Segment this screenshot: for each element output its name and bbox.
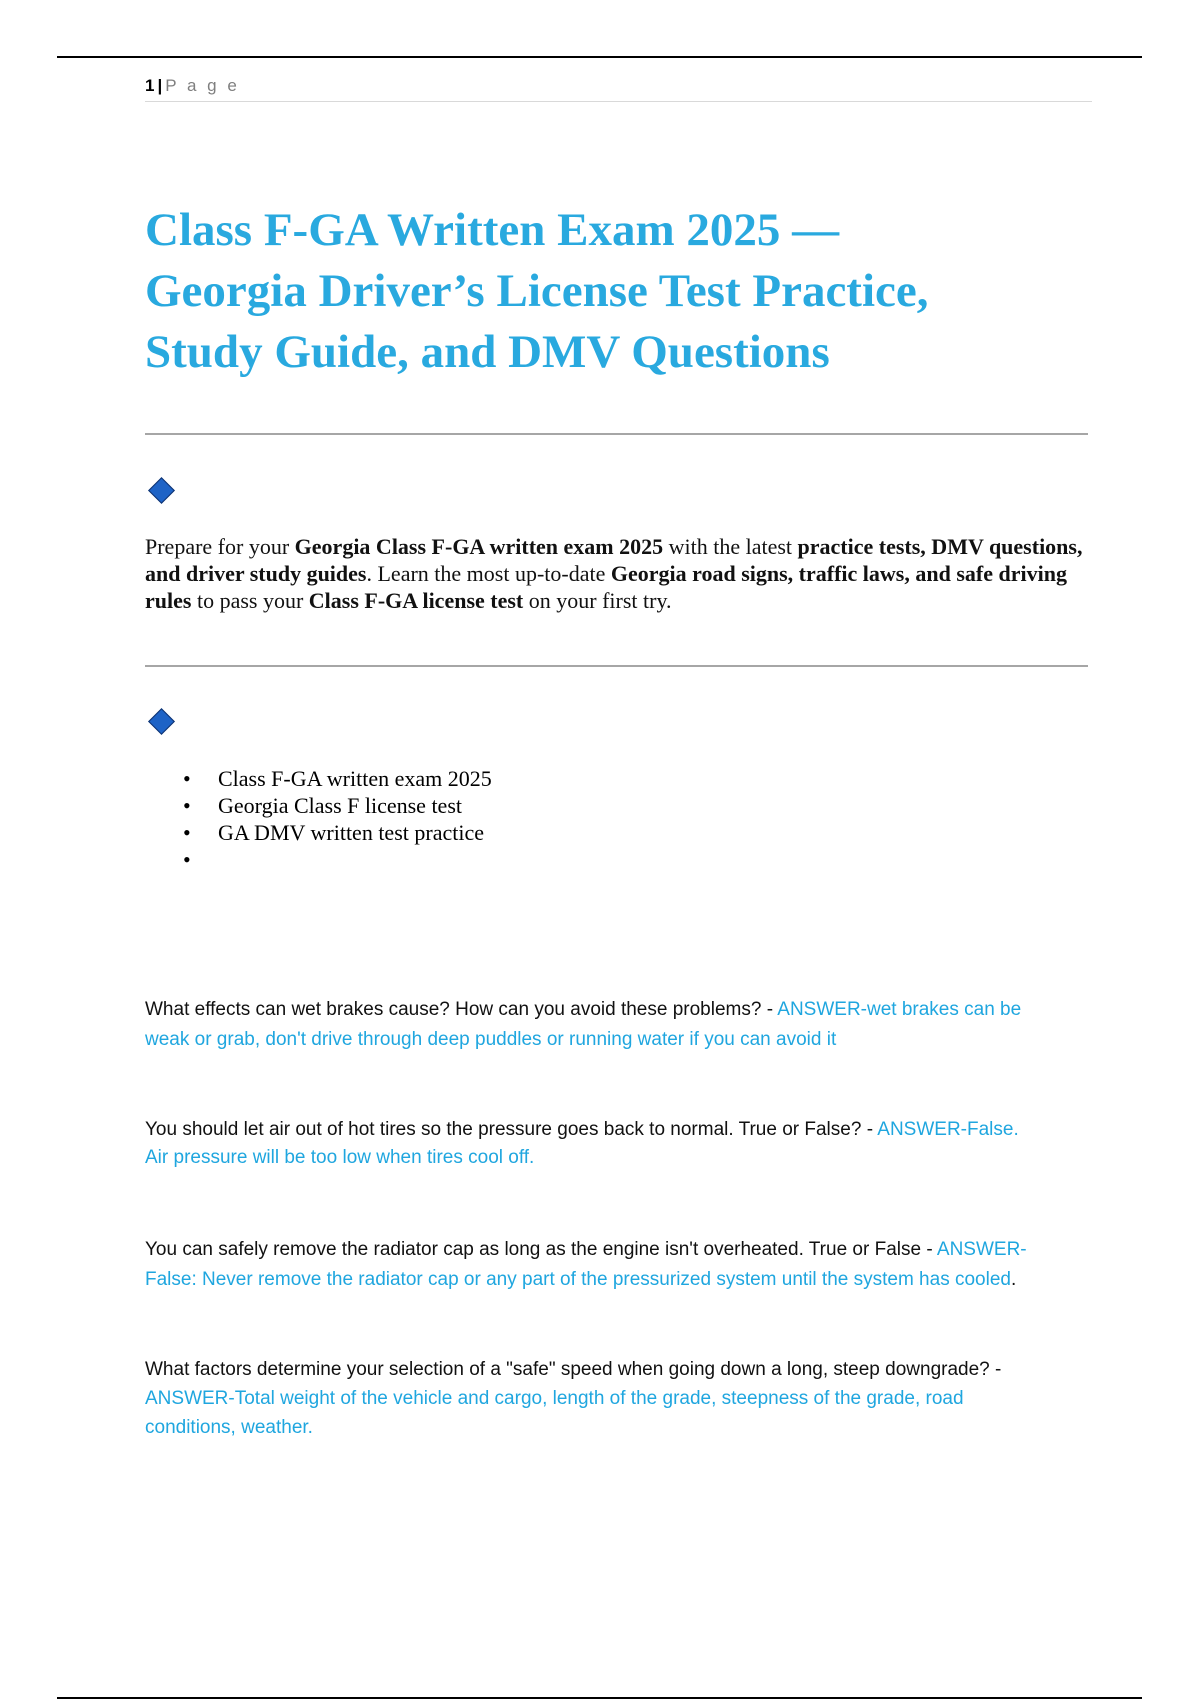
bullet-icon: •: [183, 793, 191, 818]
list-item: [183, 792, 492, 819]
intro-text: . Learn the most up-to-date: [366, 561, 611, 586]
answer-text: Air pressure will be too low when tires cool off.: [145, 1147, 535, 1168]
page-number: 1: [145, 76, 155, 95]
list-item: [183, 765, 492, 792]
question-text: You can safely remove the radiator cap as long as the engine isn't overheated. True or False -: [145, 1239, 937, 1260]
keyword-text: Georgia Class F license test: [218, 793, 462, 818]
qa-line: [145, 1235, 1095, 1265]
title-line: Georgia Driver’s License Test Practice,: [145, 265, 929, 317]
intro-paragraph: [145, 533, 1090, 614]
qa-line: [145, 1144, 1095, 1172]
bullet-icon: •: [183, 766, 191, 791]
question-text: You should let air out of hot tires so the pressure goes back to normal. True or False? -: [145, 1119, 878, 1140]
section-divider: [145, 665, 1088, 667]
qa-item: [145, 995, 1095, 1055]
qa-line: [145, 1413, 1095, 1442]
qa-item: [145, 1116, 1095, 1172]
intro-text: to pass your: [191, 588, 309, 613]
answer-text: ANSWER-False.: [877, 1119, 1019, 1140]
title-line: Class F-GA Written Exam 2025 —: [145, 204, 840, 256]
qa-line: [145, 1265, 1095, 1295]
question-text: What factors determine your selection of a "safe" speed when going down a long, steep downgrade? -: [145, 1359, 1002, 1380]
qa-line: [145, 1025, 1095, 1055]
qa-line: [145, 1116, 1095, 1144]
intro-text: with the latest: [663, 534, 798, 559]
intro-bold-text: Class F-GA license test: [308, 588, 524, 613]
list-item: [183, 846, 492, 873]
qa-item: [145, 1235, 1095, 1295]
section-divider: [145, 433, 1088, 435]
keyword-text: GA DMV written test practice: [218, 820, 484, 845]
bullet-icon: •: [183, 847, 191, 872]
qa-line: [145, 995, 1095, 1025]
intro-bold-text: Georgia Class F-GA written exam 2025: [294, 534, 664, 559]
page-label: P a g e: [165, 76, 240, 95]
document-title: [145, 200, 1085, 383]
answer-text: ANSWER-: [936, 1239, 1027, 1260]
answer-text: conditions, weather.: [145, 1417, 313, 1438]
qa-line: [145, 1384, 1095, 1413]
bullet-icon: •: [183, 820, 191, 845]
page-top-border: [57, 56, 1142, 58]
qa-item: [145, 1355, 1095, 1442]
qa-line: [145, 1355, 1095, 1384]
question-text: What effects can wet brakes cause? How can you avoid these problems? -: [145, 999, 778, 1020]
list-item: [183, 819, 492, 846]
keyword-text: Class F-GA written exam 2025: [218, 766, 492, 791]
question-text: .: [1010, 1269, 1017, 1290]
intro-text: Prepare for your: [145, 534, 295, 559]
page-separator: |: [157, 76, 163, 95]
answer-text: ANSWER-wet brakes can be: [777, 999, 1022, 1020]
answer-text: ANSWER-Total weight of the vehicle and cargo, length of the grade, steepness of the grade, road: [145, 1388, 964, 1409]
keyword-list: [183, 765, 492, 873]
diamond-bullet-icon: [148, 477, 175, 504]
answer-text: weak or grab, don't drive through deep puddles or running water if you can avoid it: [145, 1029, 837, 1050]
intro-text: on your first try.: [523, 588, 672, 613]
intro-bold-text: Georgia road signs, traffic laws, and safe driving rules: [145, 561, 1067, 613]
page-header: [145, 74, 1092, 102]
page-bottom-border: [57, 1697, 1142, 1699]
intro-bold-text: practice tests, DMV questions, and driver study guides: [145, 534, 1083, 586]
diamond-bullet-icon: [148, 708, 175, 735]
answer-text: False: Never remove the radiator cap or any part of the pressurized system until the system has cooled: [145, 1269, 1011, 1290]
title-line: Study Guide, and DMV Questions: [145, 326, 830, 378]
